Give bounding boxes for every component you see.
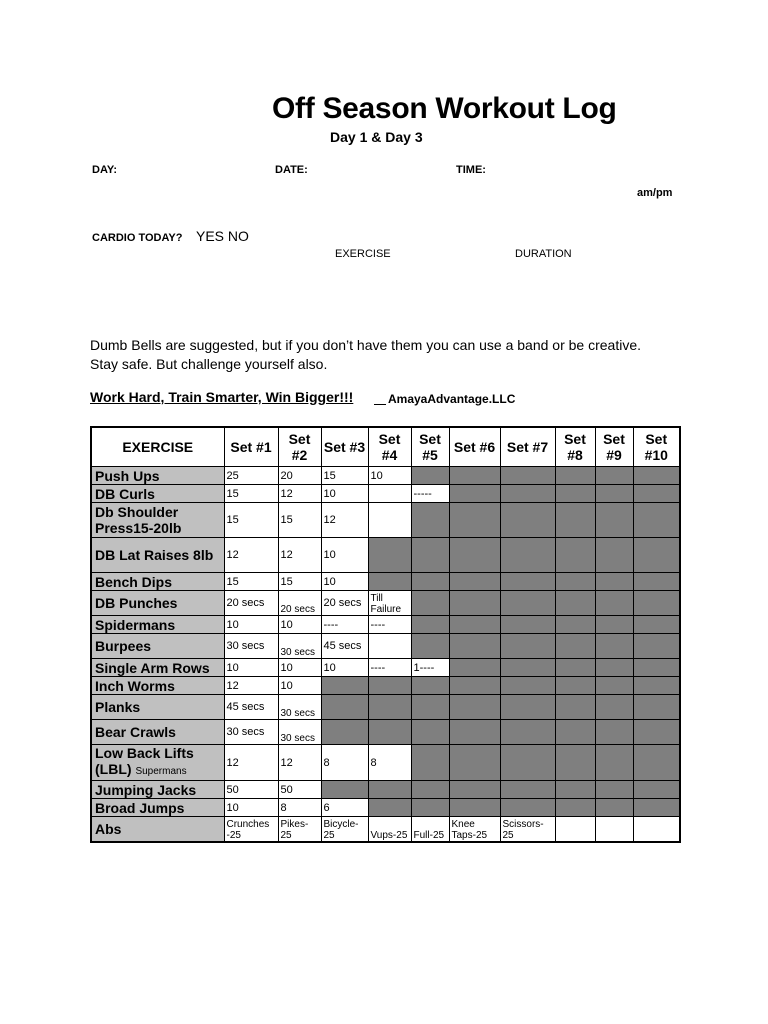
- shaded-cell: [500, 634, 555, 659]
- shaded-cell: [500, 677, 555, 695]
- set-cell[interactable]: 30 secs: [224, 720, 278, 745]
- cardio-label: CARDIO TODAY?: [92, 232, 183, 244]
- header-set-10: Set #10: [633, 427, 680, 467]
- set-cell[interactable]: 30 secs: [278, 695, 321, 720]
- header-set-8: Set #8: [555, 427, 595, 467]
- set-cell[interactable]: 10: [278, 616, 321, 634]
- shaded-cell: [633, 573, 680, 591]
- shaded-cell: [595, 745, 633, 781]
- shaded-cell: [555, 573, 595, 591]
- shaded-cell: [368, 695, 411, 720]
- set-cell[interactable]: 10: [321, 573, 368, 591]
- shaded-cell: [449, 720, 500, 745]
- set-cell[interactable]: [555, 817, 595, 842]
- shaded-cell: [555, 677, 595, 695]
- shaded-cell: [411, 745, 449, 781]
- table-row: [91, 745, 680, 781]
- workout-table: [90, 426, 681, 843]
- cardio-duration-header: DURATION: [515, 248, 572, 260]
- shaded-cell: [411, 695, 449, 720]
- set-cell[interactable]: 15: [321, 467, 368, 485]
- set-cell[interactable]: 45 secs: [224, 695, 278, 720]
- shaded-cell: [449, 485, 500, 503]
- shaded-cell: [411, 467, 449, 485]
- header-set-4: Set #4: [368, 427, 411, 467]
- header-set-6: Set #6: [449, 427, 500, 467]
- set-cell[interactable]: 20 secs: [224, 591, 278, 616]
- shaded-cell: [321, 781, 368, 799]
- exercise-name: Bear Crawls: [91, 720, 224, 745]
- set-cell[interactable]: 10: [321, 485, 368, 503]
- set-cell[interactable]: 15: [224, 485, 278, 503]
- set-cell[interactable]: 8: [278, 799, 321, 817]
- exercise-name-suffix: (LBL): [95, 761, 132, 777]
- shaded-cell: [633, 503, 680, 538]
- shaded-cell: [555, 616, 595, 634]
- exercise-name: Db Shoulder Press15-20lb: [91, 503, 224, 538]
- table-row: [91, 677, 680, 695]
- table-row: [91, 538, 680, 573]
- set-cell[interactable]: Scissors-25: [500, 817, 555, 842]
- exercise-name: DB Lat Raises 8lb: [91, 538, 224, 573]
- exercise-name: Jumping Jacks: [91, 781, 224, 799]
- exercise-name: Broad Jumps: [91, 799, 224, 817]
- cardio-exercise-header: EXERCISE: [335, 248, 391, 260]
- shaded-cell: [368, 677, 411, 695]
- shaded-cell: [449, 573, 500, 591]
- shaded-cell: [595, 616, 633, 634]
- time-label: TIME:: [456, 164, 486, 176]
- table-row: [91, 799, 680, 817]
- table-header-row: [91, 427, 680, 467]
- shaded-cell: [411, 720, 449, 745]
- set-cell[interactable]: 12: [278, 485, 321, 503]
- shaded-cell: [555, 695, 595, 720]
- set-cell[interactable]: 10: [368, 467, 411, 485]
- set-cell[interactable]: 10: [224, 616, 278, 634]
- shaded-cell: [595, 781, 633, 799]
- shaded-cell: [555, 591, 595, 616]
- shaded-cell: [500, 538, 555, 573]
- date-label: DATE:: [275, 164, 308, 176]
- set-cell[interactable]: 30 secs: [278, 634, 321, 659]
- set-cell[interactable]: Crunches -25: [224, 817, 278, 842]
- header-set-5: Set #5: [411, 427, 449, 467]
- shaded-cell: [321, 695, 368, 720]
- shaded-cell: [595, 634, 633, 659]
- set-cell[interactable]: 50: [224, 781, 278, 799]
- set-cell[interactable]: Till Failure: [368, 591, 411, 616]
- set-cell[interactable]: 10: [321, 659, 368, 677]
- shaded-cell: [368, 573, 411, 591]
- shaded-cell: [500, 659, 555, 677]
- exercise-name: Spidermans: [91, 616, 224, 634]
- set-cell[interactable]: ----: [368, 659, 411, 677]
- set-cell[interactable]: 30 secs: [224, 634, 278, 659]
- set-cell[interactable]: [595, 817, 633, 842]
- header-set-7: Set #7: [500, 427, 555, 467]
- set-cell[interactable]: -----: [411, 485, 449, 503]
- set-cell[interactable]: Pikes-25: [278, 817, 321, 842]
- shaded-cell: [555, 745, 595, 781]
- exercise-name: DB Punches: [91, 591, 224, 616]
- exercise-name: Bench Dips: [91, 573, 224, 591]
- header-set-9: Set #9: [595, 427, 633, 467]
- set-cell[interactable]: 12: [321, 503, 368, 538]
- shaded-cell: [368, 799, 411, 817]
- shaded-cell: [555, 799, 595, 817]
- shaded-cell: [411, 634, 449, 659]
- shaded-cell: [595, 538, 633, 573]
- shaded-cell: [500, 503, 555, 538]
- table-row: [91, 503, 680, 538]
- shaded-cell: [555, 485, 595, 503]
- shaded-cell: [633, 799, 680, 817]
- set-cell[interactable]: 8: [321, 745, 368, 781]
- table-row: [91, 467, 680, 485]
- table-row: [91, 573, 680, 591]
- shaded-cell: [633, 634, 680, 659]
- shaded-cell: [555, 781, 595, 799]
- shaded-cell: [449, 781, 500, 799]
- brand-name: AmayaAdvantage.LLC: [388, 392, 516, 406]
- set-cell[interactable]: 6: [321, 799, 368, 817]
- set-cell[interactable]: 10: [224, 659, 278, 677]
- shaded-cell: [449, 799, 500, 817]
- header-set-3: Set #3: [321, 427, 368, 467]
- set-cell[interactable]: 12: [278, 745, 321, 781]
- exercise-name-main: Low Back Lifts: [95, 745, 194, 761]
- day-label: DAY:: [92, 164, 118, 176]
- exercise-name: Burpees: [91, 634, 224, 659]
- set-cell[interactable]: 15: [278, 573, 321, 591]
- set-cell[interactable]: 20: [278, 467, 321, 485]
- set-cell[interactable]: 15: [278, 503, 321, 538]
- shaded-cell: [555, 503, 595, 538]
- set-cell[interactable]: 15: [224, 503, 278, 538]
- shaded-cell: [633, 677, 680, 695]
- shaded-cell: [633, 538, 680, 573]
- motto: Work Hard, Train Smarter, Win Bigger!!!: [90, 389, 354, 405]
- set-cell[interactable]: 15: [224, 573, 278, 591]
- header-exercise: EXERCISE: [91, 427, 224, 467]
- shaded-cell: [595, 573, 633, 591]
- set-cell[interactable]: 45 secs: [321, 634, 368, 659]
- shaded-cell: [633, 781, 680, 799]
- shaded-cell: [633, 591, 680, 616]
- shaded-cell: [500, 799, 555, 817]
- shaded-cell: [595, 677, 633, 695]
- shaded-cell: [449, 659, 500, 677]
- page-title: Off Season Workout Log: [272, 92, 617, 125]
- shaded-cell: [411, 677, 449, 695]
- shaded-cell: [368, 781, 411, 799]
- shaded-cell: [449, 467, 500, 485]
- set-cell[interactable]: 50: [278, 781, 321, 799]
- shaded-cell: [500, 616, 555, 634]
- shaded-cell: [500, 695, 555, 720]
- shaded-cell: [500, 485, 555, 503]
- set-cell[interactable]: [368, 634, 411, 659]
- shaded-cell: [411, 591, 449, 616]
- set-cell[interactable]: ----: [368, 616, 411, 634]
- shaded-cell: [595, 503, 633, 538]
- shaded-cell: [555, 538, 595, 573]
- shaded-cell: [500, 781, 555, 799]
- equipment-note: Dumb Bells are suggested, but if you don’t have them you can use a band or be creative. Stay safe. But challenge yourself also.: [90, 337, 641, 372]
- shaded-cell: [633, 659, 680, 677]
- set-cell[interactable]: Vups-25: [368, 817, 411, 842]
- set-cell[interactable]: 12: [224, 677, 278, 695]
- set-cell[interactable]: [368, 485, 411, 503]
- shaded-cell: [449, 538, 500, 573]
- shaded-cell: [555, 720, 595, 745]
- exercise-name: Planks: [91, 695, 224, 720]
- shaded-cell: [633, 745, 680, 781]
- shaded-cell: [595, 659, 633, 677]
- table-row: [91, 720, 680, 745]
- table-row: [91, 659, 680, 677]
- shaded-cell: [449, 503, 500, 538]
- set-cell[interactable]: 20 secs: [278, 591, 321, 616]
- shaded-cell: [500, 573, 555, 591]
- shaded-cell: [411, 503, 449, 538]
- shaded-cell: [449, 677, 500, 695]
- set-cell[interactable]: Knee Taps-25: [449, 817, 500, 842]
- set-cell[interactable]: 10: [224, 799, 278, 817]
- header-set-2: Set #2: [278, 427, 321, 467]
- set-cell[interactable]: 20 secs: [321, 591, 368, 616]
- shaded-cell: [555, 659, 595, 677]
- shaded-cell: [449, 695, 500, 720]
- set-cell[interactable]: ----: [321, 616, 368, 634]
- set-cell[interactable]: 30 secs: [278, 720, 321, 745]
- table-row: [91, 634, 680, 659]
- shaded-cell: [449, 616, 500, 634]
- shaded-cell: [595, 720, 633, 745]
- shaded-cell: [411, 799, 449, 817]
- shaded-cell: [449, 591, 500, 616]
- table-row: [91, 616, 680, 634]
- exercise-name-note: Supermans: [135, 766, 187, 777]
- ampm-label: am/pm: [637, 187, 673, 199]
- shaded-cell: [449, 745, 500, 781]
- shaded-cell: [595, 695, 633, 720]
- set-cell[interactable]: Full-25: [411, 817, 449, 842]
- set-cell[interactable]: 10: [278, 677, 321, 695]
- exercise-name: Abs: [91, 817, 224, 842]
- set-cell[interactable]: 10: [321, 538, 368, 573]
- shaded-cell: [633, 485, 680, 503]
- page-subtitle: Day 1 & Day 3: [330, 129, 423, 145]
- header-set-1: Set #1: [224, 427, 278, 467]
- set-cell[interactable]: 1----: [411, 659, 449, 677]
- table-row: [91, 695, 680, 720]
- table-row: [91, 817, 680, 842]
- exercise-name: [91, 745, 224, 781]
- set-cell[interactable]: [633, 817, 680, 842]
- shaded-cell: [595, 799, 633, 817]
- shaded-cell: [595, 485, 633, 503]
- set-cell[interactable]: 12: [278, 538, 321, 573]
- set-cell[interactable]: 12: [224, 745, 278, 781]
- shaded-cell: [500, 591, 555, 616]
- shaded-cell: [595, 591, 633, 616]
- shaded-cell: [555, 634, 595, 659]
- shaded-cell: [500, 467, 555, 485]
- exercise-name: DB Curls: [91, 485, 224, 503]
- shaded-cell: [633, 695, 680, 720]
- cardio-options: YES NO: [196, 228, 249, 244]
- shaded-cell: [633, 616, 680, 634]
- set-cell[interactable]: 12: [224, 538, 278, 573]
- set-cell[interactable]: 8: [368, 745, 411, 781]
- table-row: [91, 485, 680, 503]
- motto-underline-gap: [374, 404, 386, 405]
- set-cell[interactable]: 25: [224, 467, 278, 485]
- shaded-cell: [321, 720, 368, 745]
- table-row: [91, 781, 680, 799]
- set-cell[interactable]: 10: [278, 659, 321, 677]
- exercise-name: Inch Worms: [91, 677, 224, 695]
- set-cell[interactable]: Bicycle-25: [321, 817, 368, 842]
- shaded-cell: [500, 745, 555, 781]
- exercise-name: Single Arm Rows: [91, 659, 224, 677]
- shaded-cell: [555, 467, 595, 485]
- shaded-cell: [633, 467, 680, 485]
- shaded-cell: [595, 467, 633, 485]
- table-row: [91, 591, 680, 616]
- shaded-cell: [500, 720, 555, 745]
- shaded-cell: [449, 634, 500, 659]
- shaded-cell: [411, 573, 449, 591]
- shaded-cell: [411, 781, 449, 799]
- shaded-cell: [368, 538, 411, 573]
- shaded-cell: [633, 720, 680, 745]
- shaded-cell: [411, 538, 449, 573]
- shaded-cell: [368, 720, 411, 745]
- exercise-name: Push Ups: [91, 467, 224, 485]
- set-cell[interactable]: [368, 503, 411, 538]
- shaded-cell: [321, 677, 368, 695]
- shaded-cell: [411, 616, 449, 634]
